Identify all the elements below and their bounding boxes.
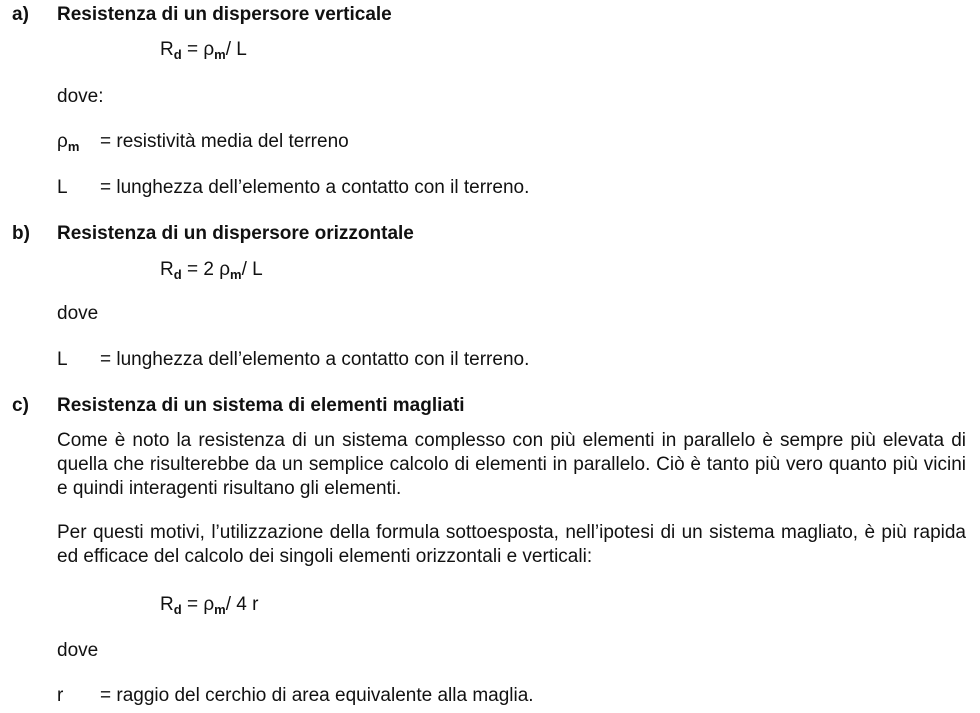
section-c-formula <box>160 593 258 617</box>
section-b-def-1-text: = lunghezza dell’elemento a contatto con il terreno. <box>100 349 530 370</box>
formula-lhs-sub: d <box>173 602 182 617</box>
formula-rho-sub: m <box>214 47 226 62</box>
formula-eq: = <box>181 594 204 615</box>
section-a-dove: dove: <box>57 86 104 107</box>
section-a-def-1-symbol: $\rho_m$ <box>57 131 80 154</box>
section-c-letter: c) <box>12 395 29 416</box>
section-b-heading: Resistenza di un dispersore orizzontale <box>57 223 414 244</box>
section-b-letter: b) <box>12 223 30 244</box>
formula-lhs: R <box>160 39 174 60</box>
section-c-def-1-text: = raggio del cerchio di area equivalente alla maglia. <box>100 685 534 706</box>
section-c-heading: Resistenza di un sistema di elementi magliati <box>57 395 465 416</box>
formula-lhs-sub: d <box>173 47 182 62</box>
formula-eq: = <box>181 39 204 60</box>
section-a-heading: Resistenza di un dispersore verticale <box>57 4 392 25</box>
formula-rho: ρ <box>203 39 215 60</box>
section-b-dove: dove <box>57 303 99 324</box>
formula-rhs: / L <box>241 259 263 280</box>
section-c-paragraph-1: Come è noto la resistenza di un sistema complesso con più elementi in parallelo è sempre più elevata di quella che risulterebbe da un semplice calcolo di elementi in parallelo. Ciò è tanto più vero quanto più vicini e quindi interagenti risultano gli elementi. <box>57 430 966 499</box>
section-a-letter: a) <box>12 4 29 25</box>
section-a-def-1-text: = resistività media del terreno <box>100 131 349 152</box>
section-a-def-2-symbol: L <box>57 177 68 198</box>
formula-rhs: / L <box>225 39 247 60</box>
formula-rho: ρ <box>219 259 230 280</box>
formula-lhs: R <box>160 594 174 615</box>
section-b-formula <box>160 258 263 282</box>
formula-lhs-sub: d <box>173 267 182 282</box>
formula-rho-sub: m <box>230 267 242 282</box>
section-c-paragraph-2: Per questi motivi, l’utilizzazione della formula sottoesposta, nell’ipotesi di un sistema magliato, è più rapida ed efficace del calcolo dei singoli elementi orizzontali e verticali: <box>57 522 966 567</box>
formula-rho: ρ <box>203 594 215 615</box>
formula-rhs: / 4 r <box>225 594 259 615</box>
section-a-formula <box>160 38 247 62</box>
formula-lhs: R <box>160 259 174 280</box>
formula-eq: = 2 <box>181 259 220 280</box>
section-c-def-1-symbol: r <box>57 685 64 706</box>
section-a-def-2-text: = lunghezza dell’elemento a contatto con il terreno. <box>100 177 530 198</box>
formula-rho-sub: m <box>214 602 226 617</box>
section-b-def-1-symbol: L <box>57 349 68 370</box>
section-c-dove: dove <box>57 640 99 661</box>
